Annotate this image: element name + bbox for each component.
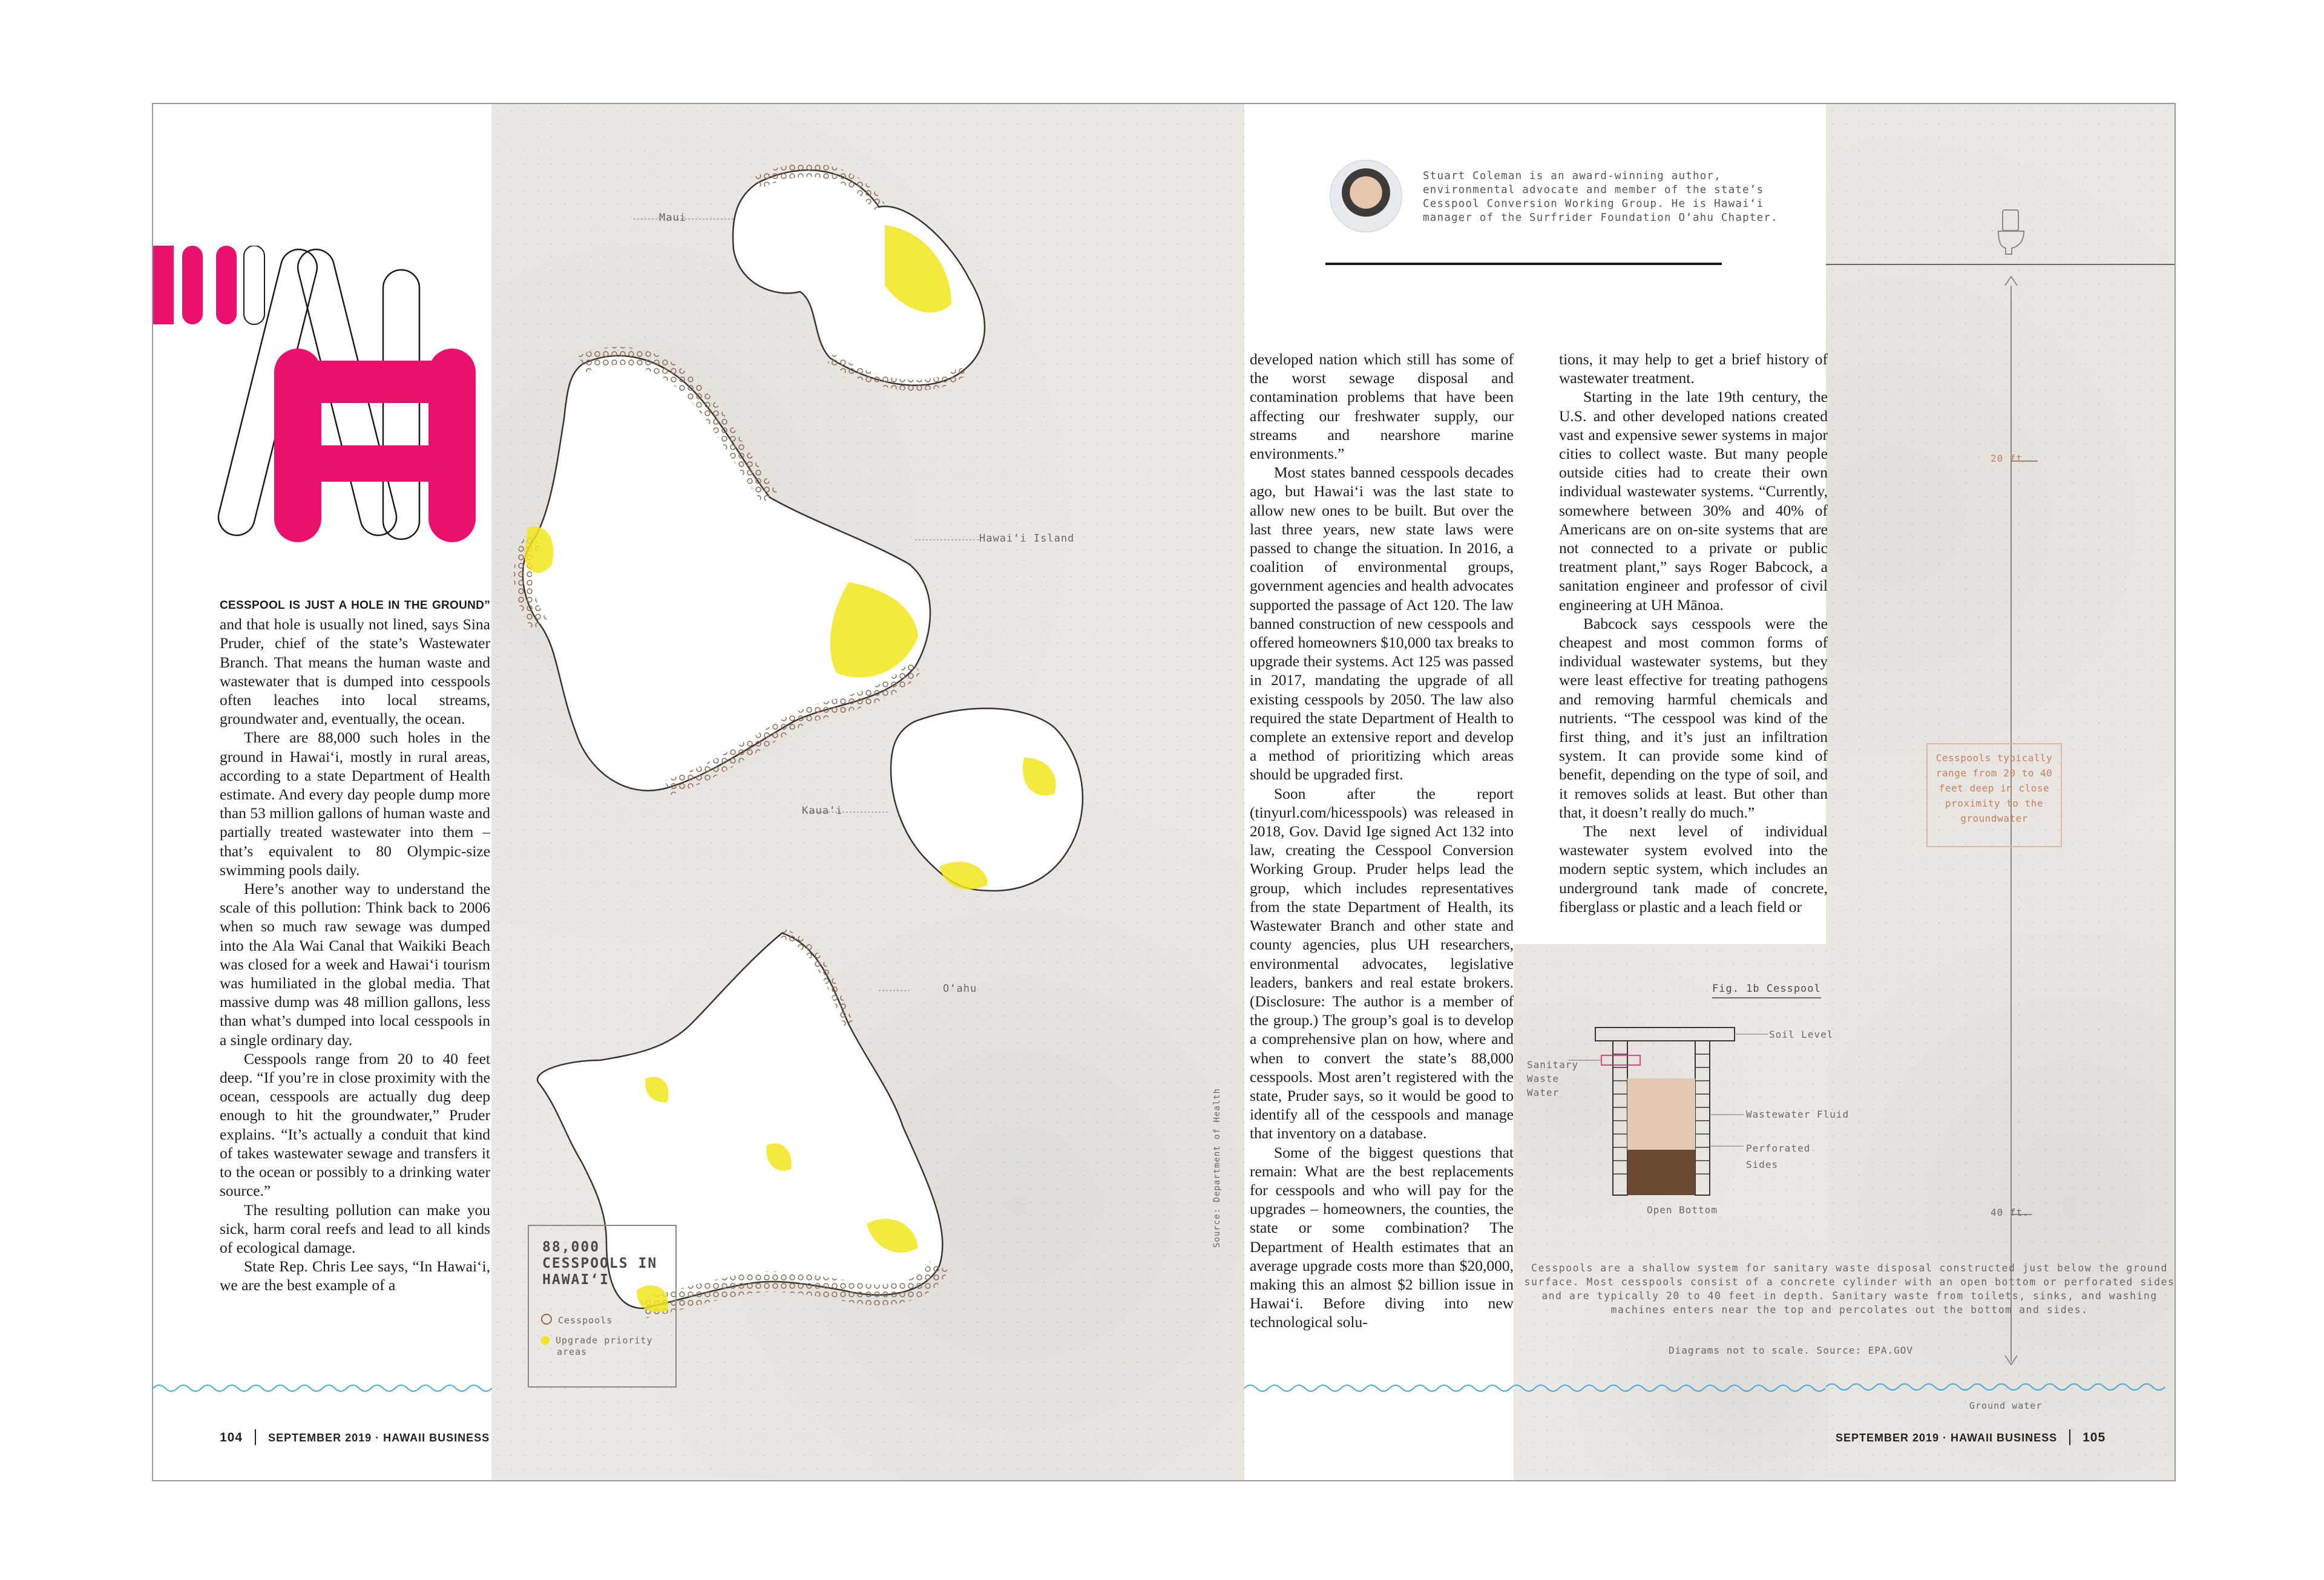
cesspool-figure	[1514, 1006, 1828, 1260]
cesspool-swatch-icon	[541, 1314, 552, 1325]
map-label-hawaii-island: Hawai‘i Island	[979, 533, 1075, 545]
fig-title: Fig. 1b Cesspool	[1712, 983, 1821, 998]
figure-caption: Cesspools are a shallow system for sanitary waste disposal constructed just below the ground surface. Most cesspools consist of a concrete cylinder with an open bottom or perforated sides and are typically 20 to 40 feet in depth. Sanitary waste from toilets, sinks, and washing machines enters near the top and percolates out the bottom and sides.	[1524, 1262, 2175, 1316]
wave-right	[1244, 1382, 1826, 1394]
wastewater-fluid	[1627, 1078, 1695, 1150]
figure-note: Diagrams not to scale. Source: EPA.GOV	[1669, 1345, 1914, 1356]
folio-text-right: SEPTEMBER 2019 · HAWAII BUSINESS	[1836, 1432, 2058, 1444]
paragraph: State Rep. Chris Lee says, “In Hawai‘i, we are the best example of a	[220, 1257, 490, 1294]
label-open-bottom: Open Bottom	[1647, 1204, 1718, 1216]
paragraph: Soon after the report (tinyurl.com/hicesspools) was released in 2018, Gov. David Ige signed Act 132 into law, creating the Cesspool Conversion Working Group. Pruder helps lead the group, which includes representatives from the state Department of Health, its Wastewater Branch and other state and county agencies, plus UH researchers, environmental advocates, legislative leaders, bankers and real estate brokers. (Disclosure: The author is a member of the group.) The group’s goal is to develop a comprehensive plan on how, where and when to convert the state’s 88,000 cesspools. Most aren’t registered with the state, Pruder says, so it would be good to identify all of the cesspools and manage that inventory on a database.	[1250, 784, 1514, 1142]
map-label-kauai: Kaua‘i	[802, 805, 843, 817]
island-maui	[733, 170, 985, 385]
label-sanitary-waste: Sanitary Waste Water	[1527, 1059, 1579, 1098]
legend-title: 88,000 CESSPOOLS IN HAWAI‘I	[542, 1239, 658, 1288]
map-label-oahu: O‘ahu	[943, 983, 977, 995]
magazine-spread	[152, 103, 2176, 1481]
paragraph: Starting in the late 19th century, the U.S. and other developed nations created vast and expensive sewer systems in major cities to collect waste. But many people outside cities had to create their own individual wastewater systems. “Currently, somewhere between 30% and 40% of Americans are on on-site systems that are not connected to a private or public treatment plant,” says Roger Babcock, a sanitation engineer and professor of civil engineering at UH Mānoa.	[1559, 388, 1828, 614]
quote-bar-2	[182, 246, 203, 324]
paragraph: tions, it may help to get a brief history of wastewater treatment.	[1559, 350, 1828, 387]
depth-callout: Cesspools typically range from 20 to 40 feet deep in close proximity to the groundwater	[1926, 743, 2062, 847]
bio-rule	[1325, 263, 1722, 265]
quote-bar-3	[216, 246, 237, 324]
toilet-icon	[1998, 210, 2024, 254]
label-perforated-sides: Perforated Sides	[1746, 1142, 1811, 1170]
label-soil-level: Soil Level	[1769, 1029, 1834, 1040]
legend-label: Cesspools	[558, 1315, 613, 1326]
folio-divider	[2069, 1429, 2070, 1445]
paragraph: Here’s another way to understand the scale of this pollution: Think back to 2006 when so much raw sewage was dumped into the Ala Wai Canal that Waikiki Beach was closed for a week and Hawai‘i tourism was humiliated in the global media. That massive dump was 48 million gallons, less than what’s dumped into local cesspools in a single ordinary day.	[220, 880, 490, 1049]
paragraph: developed nation which still has some of the worst sewage disposal and contamination problems that have been affecting our freshwater supply, our streams and nearshore marine environments.”	[1250, 350, 1514, 463]
depth-20ft: 20 ft.	[1991, 453, 2029, 464]
paragraph: Most states banned cesspools decades ago, but Hawai‘i was the last state to allow new ones to be built. But over the last three years, new state laws were passed to change the situation. In 2016, a coalition of environmental groups, government agencies and health advocates supported the passage of Act 120. The law banned construction of new cesspools and offered homeowners $10,000 tax breaks to upgrade their systems. Act 125 was passed in 2017, mandating the upgrade of all existing cesspools by 2050. The law also required the state Department of Health to complete an extensive report and develop a method of prioritizing which areas should be upgraded first.	[1250, 464, 1514, 784]
paragraph: The next level of individual wastewater system evolved into the modern septic system, which includes an underground tank made of concrete, fiberglass or plastic and a leach field or	[1559, 822, 1828, 916]
sludge-layer	[1627, 1150, 1695, 1195]
label-wastewater-fluid: Wastewater Fluid	[1746, 1109, 1850, 1120]
folio-left	[220, 1429, 490, 1445]
legend-priority	[541, 1335, 672, 1358]
author-bio: Stuart Coleman is an award-winning author, environmental advocate and member of the state’s Cesspool Conversion Working Group. He is Hawai‘i manager of the Surfrider Foundation O‘ahu Chapter.	[1423, 170, 1778, 224]
map-label-maui: Maui	[659, 212, 686, 224]
paragraph: There are 88,000 such holes in the ground in Hawai‘i, mostly in rural areas, according to a state Department of Health estimate. And every day people dump more than 53 million gallons of human waste and partially treated wastewater into them – that’s equivalent to 80 Olympic-size swimming pools daily.	[220, 729, 490, 879]
island-hawaii	[523, 356, 930, 791]
body-column-middle	[1250, 350, 1514, 1332]
paragraph: and that hole is usually not lined, says Sina Pruder, chief of the state’s Wastewater Branch. That means the human waste and wastewater that is dumped into cesspools often leaches into local streams, groundwater and, eventually, the ocean.	[220, 615, 490, 728]
letter-a-pink	[274, 349, 476, 542]
paragraph: Babcock says cesspools were the cheapest and most common forms of individual wastewater systems, but they were least effective for treating pathogens and removing harmful chemicals and nutrients. “The cesspool was kind of the first thing, and it’s just an infiltration system. It can provide some kind of benefit, depending on the type of soil, and it removes solids at least. But other than that, it doesn’t really do much.”	[1559, 614, 1828, 821]
folio-divider	[255, 1429, 256, 1445]
inlet-pipe	[1601, 1055, 1640, 1065]
page-number-left: 104	[220, 1431, 243, 1444]
folio-text-left: SEPTEMBER 2019 · HAWAII BUSINESS	[268, 1432, 490, 1444]
groundwater-label: Ground water	[1969, 1400, 2043, 1411]
map-source: Source: Department of Health	[1212, 1087, 1222, 1248]
page-number-right: 105	[2083, 1431, 2106, 1444]
depth-40ft: 40 ft.	[1991, 1207, 2029, 1218]
legend-label: Upgrade priority areas	[556, 1335, 653, 1357]
island-kauai	[891, 709, 1083, 891]
lead-in: CESSPOOL IS JUST A HOLE IN THE GROUND”	[220, 599, 490, 612]
paragraph: The resulting pollution can make you sick, harm coral reefs and lead to all kinds of ecological damage.	[220, 1201, 490, 1256]
dropcap-illustration	[153, 246, 480, 560]
folio-right	[1836, 1429, 2106, 1445]
priority-swatch-icon	[541, 1336, 550, 1345]
map-legend	[528, 1225, 677, 1388]
groundwater-wave	[1826, 1384, 2165, 1390]
paragraph: Cesspools range from 20 to 40 feet deep. “If you’re in close proximity with the ocean, cesspools are actually dug deep enough to hit the groundwater,” Pruder explains. “It’s actually a conduit that kind of takes wastewater sewage and transfers it to the ocean or possibly to a drinking water source.”	[220, 1049, 490, 1200]
quote-outline	[244, 246, 264, 324]
body-column-right	[1559, 350, 1828, 916]
quote-bar-1	[153, 246, 174, 324]
author-photo	[1330, 160, 1402, 232]
wave-left	[153, 1382, 492, 1394]
paragraph: Some of the biggest questions that remain: What are the best replacements for cesspools and who will pay for the upgrades – homeowners, the counties, the state or some combination? The Department of Health estimates that an average upgrade costs more than $20,000, making this an almost $2 billion issue in Hawai‘i. Before diving into new technological solu-	[1250, 1143, 1514, 1331]
body-column-left	[220, 594, 490, 1295]
legend-cesspools	[541, 1314, 612, 1326]
